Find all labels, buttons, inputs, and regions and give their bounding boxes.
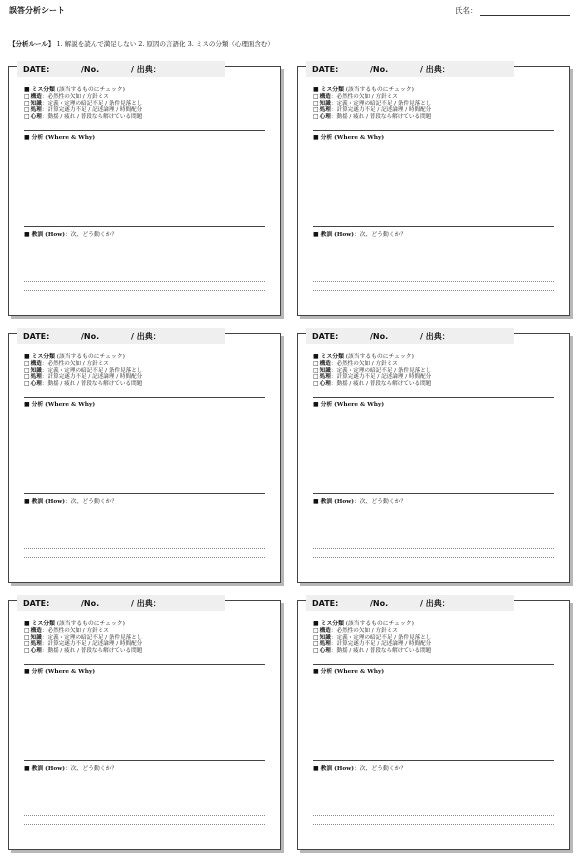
- category-structure[interactable]: □構造：必然性の欠如 / 方針ミス: [24, 359, 109, 367]
- source-label: / 出典：: [131, 598, 161, 608]
- dotted-writing-line[interactable]: [24, 281, 265, 282]
- square-bullet-icon: ■: [24, 86, 30, 93]
- checkbox-icon[interactable]: □: [24, 640, 30, 648]
- miss-classification: [313, 354, 431, 388]
- analysis-section-title: ■ 分析 (Where & Why): [24, 668, 96, 675]
- category-psychology[interactable]: □心理：動揺 / 疲れ / 普段なら解けている問題: [24, 113, 143, 121]
- category-knowledge[interactable]: □知識：定義・定理の暗記不足 / 条件見落とし: [313, 366, 432, 374]
- checkbox-icon[interactable]: □: [24, 373, 30, 381]
- date-label: DATE:: [23, 64, 50, 74]
- category-structure[interactable]: □構造：必然性の欠如 / 方針ミス: [313, 92, 398, 100]
- checkbox-icon[interactable]: □: [24, 359, 30, 367]
- checkbox-icon[interactable]: □: [313, 113, 319, 121]
- category-processing[interactable]: □処理：計算完遂力不足 / 記述論理 / 時間配分: [313, 106, 432, 114]
- name-line[interactable]: [480, 7, 570, 16]
- square-bullet-icon: ■: [313, 86, 319, 93]
- category-knowledge[interactable]: □知識：定義・定理の暗記不足 / 条件見落とし: [24, 99, 143, 107]
- category-structure[interactable]: □構造：必然性の欠如 / 方針ミス: [313, 359, 398, 367]
- miss-classification: [24, 354, 142, 388]
- category-structure[interactable]: □構造：必然性の欠如 / 方針ミス: [24, 626, 109, 634]
- checkbox-icon[interactable]: □: [313, 106, 319, 114]
- miss-title: ■ ミス分類 (該当するものにチェック): [24, 353, 125, 360]
- analysis-card: [8, 333, 281, 583]
- analysis-card: [8, 600, 281, 850]
- square-bullet-icon: ■: [313, 498, 319, 505]
- miss-classification: [24, 87, 142, 121]
- dotted-writing-line[interactable]: [313, 548, 554, 549]
- divider: [24, 130, 265, 131]
- card-header: [17, 595, 225, 611]
- divider: [24, 493, 265, 494]
- square-bullet-icon: ■: [24, 401, 30, 408]
- dotted-writing-line[interactable]: [24, 824, 265, 825]
- source-label: / 出典：: [131, 64, 161, 74]
- category-psychology[interactable]: □心理：動揺 / 疲れ / 普段なら解けている問題: [313, 380, 432, 388]
- analysis-section-title: ■ 分析 (Where & Why): [313, 134, 385, 141]
- analysis-card: [8, 66, 281, 316]
- square-bullet-icon: ■: [24, 765, 30, 772]
- category-structure[interactable]: □構造：必然性の欠如 / 方針ミス: [313, 626, 398, 634]
- lesson-section-title: ■ 教訓 (How)：次、どう動くか？: [313, 765, 407, 772]
- checkbox-icon[interactable]: □: [313, 626, 319, 634]
- square-bullet-icon: ■: [24, 498, 30, 505]
- checkbox-icon[interactable]: □: [24, 633, 30, 641]
- divider: [313, 664, 554, 665]
- date-label: DATE:: [23, 598, 50, 608]
- category-processing[interactable]: □処理：計算完遂力不足 / 記述論理 / 時間配分: [24, 373, 143, 381]
- checkbox-icon[interactable]: □: [313, 99, 319, 107]
- square-bullet-icon: ■: [313, 231, 319, 238]
- miss-classification: [24, 621, 142, 655]
- square-bullet-icon: ■: [24, 668, 30, 675]
- page-title: 誤答分析シート: [9, 6, 65, 15]
- category-knowledge[interactable]: □知識：定義・定理の暗記不足 / 条件見落とし: [313, 633, 432, 641]
- date-label: DATE:: [312, 598, 339, 608]
- dotted-writing-line[interactable]: [313, 557, 554, 558]
- checkbox-icon[interactable]: □: [313, 359, 319, 367]
- dotted-writing-line[interactable]: [24, 548, 265, 549]
- square-bullet-icon: ■: [24, 134, 30, 141]
- no-label: /No.: [370, 331, 389, 341]
- analysis-card: [297, 333, 570, 583]
- divider: [24, 397, 265, 398]
- analysis-section-title: ■ 分析 (Where & Why): [313, 668, 385, 675]
- card-header: [17, 61, 225, 77]
- no-label: /No.: [370, 598, 389, 608]
- square-bullet-icon: ■: [313, 668, 319, 675]
- no-label: /No.: [81, 331, 100, 341]
- dotted-writing-line[interactable]: [24, 290, 265, 291]
- dotted-writing-line[interactable]: [313, 281, 554, 282]
- checkbox-icon[interactable]: □: [313, 380, 319, 388]
- card-header: [306, 595, 514, 611]
- lesson-section-title: ■ 教訓 (How)：次、どう動くか？: [24, 231, 118, 238]
- analysis-section-title: ■ 分析 (Where & Why): [313, 401, 385, 408]
- rules-text: 1. 解説を読んで満足しない 2. 原因の言語化 3. ミスの分類（心理面含む）: [56, 40, 274, 48]
- lesson-section-title: ■ 教訓 (How)：次、どう動くか？: [24, 498, 118, 505]
- dotted-writing-line[interactable]: [313, 815, 554, 816]
- source-label: / 出典：: [131, 331, 161, 341]
- dotted-writing-line[interactable]: [24, 815, 265, 816]
- checkbox-icon[interactable]: □: [313, 366, 319, 374]
- miss-title: ■ ミス分類 (該当するものにチェック): [24, 620, 125, 627]
- name-label: 氏名：: [455, 6, 478, 15]
- divider: [24, 664, 265, 665]
- category-knowledge[interactable]: □知識：定義・定理の暗記不足 / 条件見落とし: [24, 366, 143, 374]
- source-label: / 出典：: [420, 598, 450, 608]
- category-processing[interactable]: □処理：計算完遂力不足 / 記述論理 / 時間配分: [313, 640, 432, 648]
- date-label: DATE:: [23, 331, 50, 341]
- category-knowledge[interactable]: □知識：定義・定理の暗記不足 / 条件見落とし: [24, 633, 143, 641]
- divider: [24, 226, 265, 227]
- square-bullet-icon: ■: [313, 353, 319, 360]
- square-bullet-icon: ■: [313, 765, 319, 772]
- checkbox-icon[interactable]: □: [24, 626, 30, 634]
- checkbox-icon[interactable]: □: [24, 92, 30, 100]
- dotted-writing-line[interactable]: [313, 824, 554, 825]
- date-label: DATE:: [312, 64, 339, 74]
- checkbox-icon[interactable]: □: [313, 373, 319, 381]
- checkbox-icon[interactable]: □: [24, 106, 30, 114]
- analysis-section-title: ■ 分析 (Where & Why): [24, 401, 96, 408]
- miss-classification: [313, 87, 431, 121]
- checkbox-icon[interactable]: □: [313, 633, 319, 641]
- checkbox-icon[interactable]: □: [24, 647, 30, 655]
- category-psychology[interactable]: □心理：動揺 / 疲れ / 普段なら解けている問題: [313, 647, 432, 655]
- miss-title: ■ ミス分類 (該当するものにチェック): [313, 86, 414, 93]
- category-knowledge[interactable]: □知識：定義・定理の暗記不足 / 条件見落とし: [313, 99, 432, 107]
- category-processing[interactable]: □処理：計算完遂力不足 / 記述論理 / 時間配分: [24, 640, 143, 648]
- divider: [24, 760, 265, 761]
- card-header: [17, 328, 225, 344]
- checkbox-icon[interactable]: □: [24, 99, 30, 107]
- category-psychology[interactable]: □心理：動揺 / 疲れ / 普段なら解けている問題: [24, 647, 143, 655]
- square-bullet-icon: ■: [313, 134, 319, 141]
- lesson-section-title: ■ 教訓 (How)：次、どう動くか？: [313, 498, 407, 505]
- card-header: [306, 61, 514, 77]
- square-bullet-icon: ■: [24, 231, 30, 238]
- category-processing[interactable]: □処理：計算完遂力不足 / 記述論理 / 時間配分: [24, 106, 143, 114]
- miss-title: ■ ミス分類 (該当するものにチェック): [24, 86, 125, 93]
- rules-label: 【分析ルール】: [9, 40, 55, 48]
- date-label: DATE:: [312, 331, 339, 341]
- no-label: /No.: [81, 598, 100, 608]
- checkbox-icon[interactable]: □: [313, 647, 319, 655]
- square-bullet-icon: ■: [313, 620, 319, 627]
- source-label: / 出典：: [420, 331, 450, 341]
- no-label: /No.: [81, 64, 100, 74]
- lesson-section-title: ■ 教訓 (How)：次、どう動くか？: [313, 231, 407, 238]
- divider: [313, 226, 554, 227]
- category-psychology[interactable]: □心理：動揺 / 疲れ / 普段なら解けている問題: [24, 380, 143, 388]
- miss-title: ■ ミス分類 (該当するものにチェック): [313, 353, 414, 360]
- dotted-writing-line[interactable]: [24, 557, 265, 558]
- no-label: /No.: [370, 64, 389, 74]
- card-header: [306, 328, 514, 344]
- name-field[interactable]: [455, 5, 570, 16]
- checkbox-icon[interactable]: □: [24, 366, 30, 374]
- source-label: / 出典：: [420, 64, 450, 74]
- category-processing[interactable]: □処理：計算完遂力不足 / 記述論理 / 時間配分: [313, 373, 432, 381]
- square-bullet-icon: ■: [24, 353, 30, 360]
- analysis-rules: [9, 39, 274, 48]
- dotted-writing-line[interactable]: [313, 290, 554, 291]
- square-bullet-icon: ■: [313, 401, 319, 408]
- category-structure[interactable]: □構造：必然性の欠如 / 方針ミス: [24, 92, 109, 100]
- checkbox-icon[interactable]: □: [313, 640, 319, 648]
- lesson-section-title: ■ 教訓 (How)：次、どう動くか？: [24, 765, 118, 772]
- divider: [313, 760, 554, 761]
- checkbox-icon[interactable]: □: [24, 380, 30, 388]
- divider: [313, 397, 554, 398]
- miss-title: ■ ミス分類 (該当するものにチェック): [313, 620, 414, 627]
- category-psychology[interactable]: □心理：動揺 / 疲れ / 普段なら解けている問題: [313, 113, 432, 121]
- divider: [313, 493, 554, 494]
- checkbox-icon[interactable]: □: [313, 92, 319, 100]
- checkbox-icon[interactable]: □: [24, 113, 30, 121]
- miss-classification: [313, 621, 431, 655]
- analysis-card: [297, 600, 570, 850]
- square-bullet-icon: ■: [24, 620, 30, 627]
- analysis-section-title: ■ 分析 (Where & Why): [24, 134, 96, 141]
- divider: [313, 130, 554, 131]
- analysis-card: [297, 66, 570, 316]
